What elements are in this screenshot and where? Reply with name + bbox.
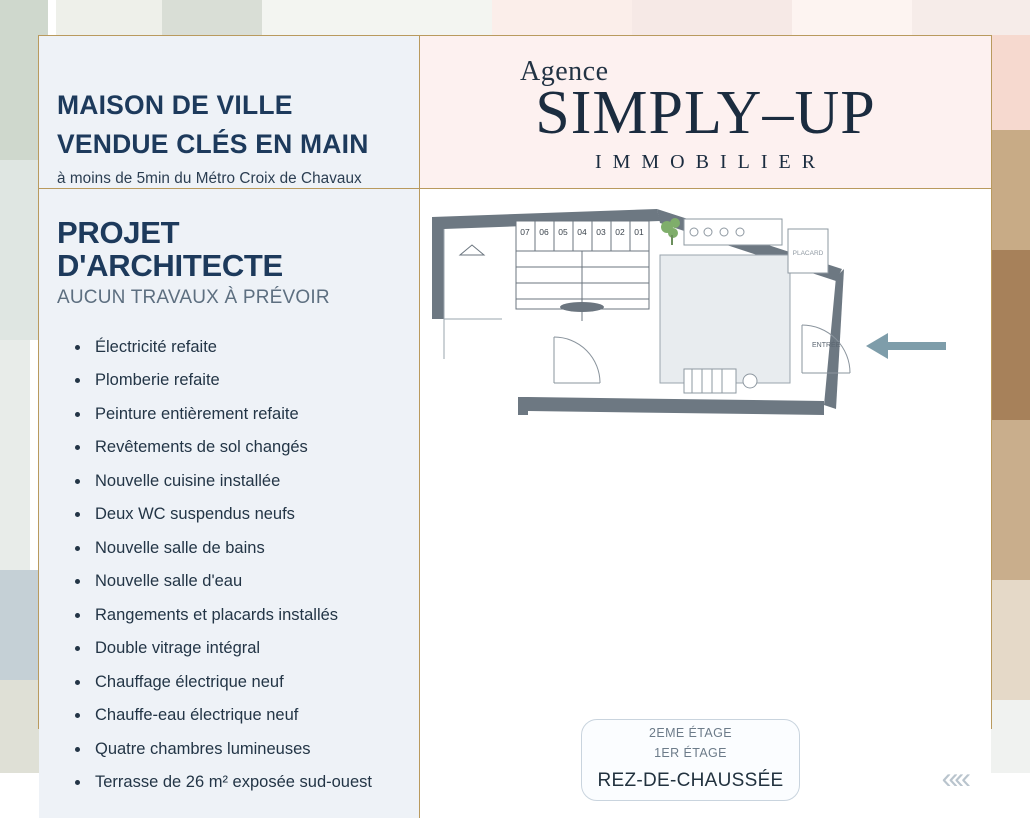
list-item: Électricité refaite	[75, 339, 401, 356]
logo-brand-name: SIMPLY–UP	[535, 79, 876, 148]
list-item: Chauffe-eau électrique neuf	[75, 707, 401, 724]
headline-line-2: VENDUE CLÉS EN MAIN	[57, 129, 369, 160]
features-box	[39, 189, 419, 817]
list-item: Double vitrage intégral	[75, 640, 401, 657]
floor-option-rdc[interactable]: REZ-DE-CHAUSSÉE	[597, 769, 784, 791]
main-room	[660, 255, 790, 383]
headline-box	[39, 36, 419, 188]
floor-selector[interactable]	[581, 719, 800, 801]
card-bottom-row	[39, 189, 991, 817]
entry-label: ENTRÉE	[812, 342, 841, 350]
floorplan-panel	[420, 189, 991, 817]
list-item: Terrasse de 26 m² exposée sud-ouest	[75, 774, 401, 791]
agency-logo	[420, 36, 991, 188]
list-item: Quatre chambres lumineuses	[75, 741, 401, 758]
stair-step-04: 04	[577, 227, 587, 238]
list-item: Chauffage électrique neuf	[75, 674, 401, 691]
logo-agence-word: Agence	[520, 56, 609, 88]
stair-step-06: 06	[539, 227, 549, 238]
list-item: Plomberie refaite	[75, 372, 401, 389]
logo-column	[420, 36, 991, 188]
stair-step-01: 01	[634, 227, 644, 238]
floor-option-2eme[interactable]: 2EME ÉTAGE	[649, 725, 732, 740]
list-item: Nouvelle cuisine installée	[75, 473, 401, 490]
logo-tagline: IMMOBILIER	[594, 151, 827, 174]
stair-step-02: 02	[615, 227, 625, 238]
features-column	[39, 189, 420, 817]
list-item: Revêtements de sol changés	[75, 439, 401, 456]
floorplan-column	[420, 189, 991, 817]
list-item: Rangements et placards installés	[75, 607, 401, 624]
list-item: Nouvelle salle de bains	[75, 540, 401, 557]
headline-column	[39, 36, 420, 188]
headline-subtitle: à moins de 5min du Métro Croix de Chavaux	[57, 170, 362, 188]
listing-card	[38, 35, 992, 795]
plant-icon	[661, 218, 680, 245]
chevron-left-icon[interactable]: ««	[941, 761, 967, 795]
stair-step-07: 07	[520, 227, 530, 238]
card-top-row	[39, 36, 991, 189]
placard-label: PLACARD	[792, 250, 824, 258]
floor-option-1er[interactable]: 1ER ÉTAGE	[654, 745, 727, 760]
features-title: PROJET D'ARCHITECTE	[57, 215, 283, 283]
features-subtitle: AUCUN TRAVAUX À PRÉVOIR	[57, 286, 330, 308]
list-item: Nouvelle salle d'eau	[75, 573, 401, 590]
list-item: Peinture entièrement refaite	[75, 406, 401, 423]
stair-step-05: 05	[558, 227, 568, 238]
list-item: Deux WC suspendus neufs	[75, 506, 401, 523]
headline-line-1: MAISON DE VILLE	[57, 90, 293, 120]
features-list	[57, 339, 401, 791]
entrance-arrow-icon	[866, 333, 946, 359]
floorplan-drawing	[432, 209, 982, 629]
stair-step-03: 03	[596, 227, 606, 238]
